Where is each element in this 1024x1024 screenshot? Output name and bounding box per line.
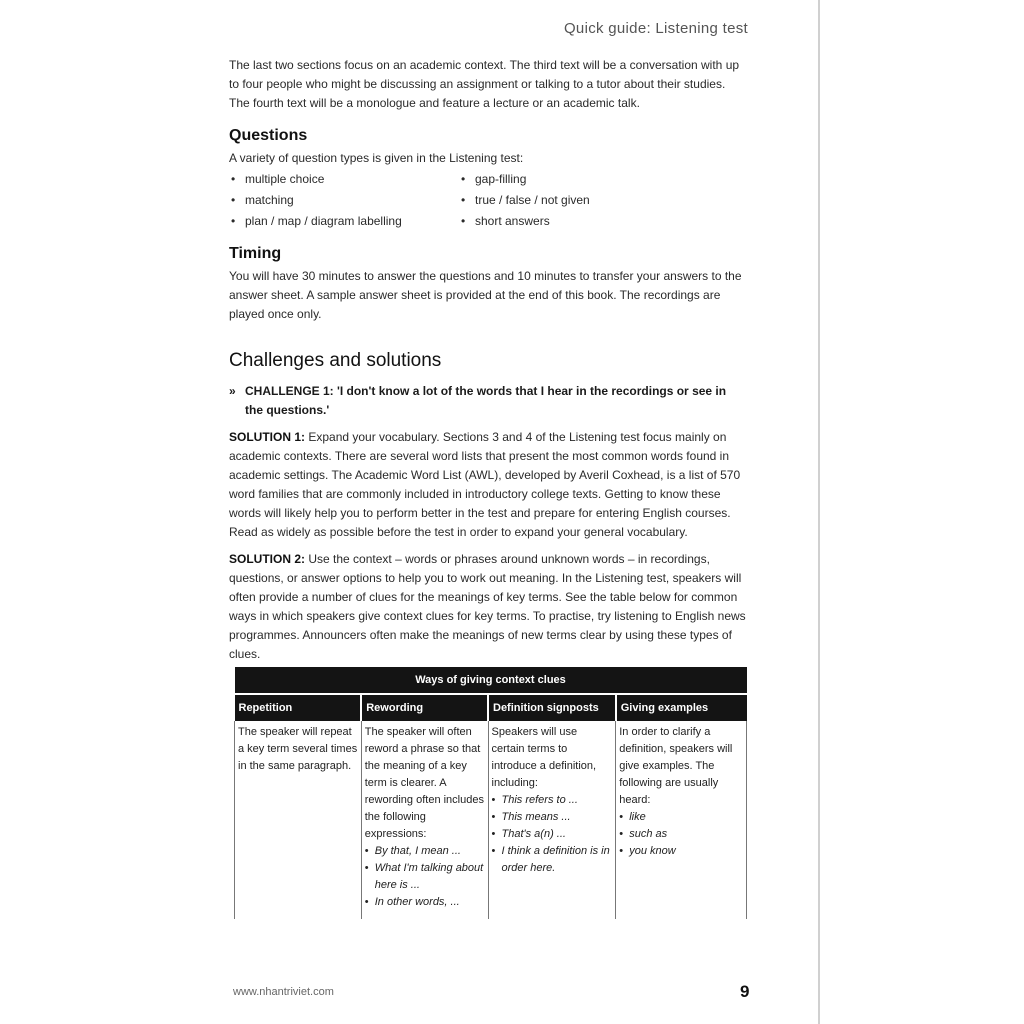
examples-text: In order to clarify a definition, speakers will give examples. The following are usually heard: — [619, 726, 733, 806]
list-item: • gap-filling — [459, 170, 689, 189]
list-item: • In other words, ... — [365, 894, 485, 911]
questions-intro: A variety of question types is given in the Listening test: — [229, 151, 524, 165]
column-header-definition: Definition signposts — [488, 694, 616, 721]
list-item: • plan / map / diagram labelling — [229, 212, 459, 231]
cell-definition — [488, 721, 616, 919]
definition-examples — [492, 792, 613, 877]
challenges-heading: Challenges and solutions — [229, 350, 442, 371]
column-header-repetition: Repetition — [235, 694, 362, 721]
list-item: • matching — [229, 191, 459, 210]
solution-2 — [229, 550, 747, 664]
list-item: • you know — [619, 843, 743, 860]
cell-rewording — [361, 721, 488, 919]
cell-repetition — [235, 721, 362, 919]
main-content — [229, 56, 747, 672]
question-types-list — [229, 170, 747, 231]
challenge-1-text: CHALLENGE 1: 'I don't know a lot of the words that I hear in the recordings or see in the questions.' — [245, 384, 727, 417]
list-item: • such as — [619, 826, 743, 843]
timing-heading: Timing — [229, 245, 282, 262]
repetition-text: The speaker will repeat a key term several times in the same paragraph. — [238, 726, 358, 772]
column-header-examples: Giving examples — [616, 694, 747, 721]
page-number: 9 — [740, 982, 750, 1001]
cell-examples — [616, 721, 747, 919]
rewording-examples — [365, 843, 485, 911]
footer-url: www.nhantriviet.com — [233, 986, 334, 998]
list-item: • This refers to ... — [492, 792, 613, 809]
solution-1-text: Expand your vocabulary. Sections 3 and 4 of the Listening test focus mainly on academic contexts. There are several word lists that present the most common words found in academic settings. The Academic Word List (AWL), developed by Averil Coxhead, is a list of 570 word families that are commonly included in introductory college texts. Getting to know these words will likely help you to perform better in the test and prepare for entering English courses. Read as widely as possible before the test in order to expand your general vocabulary. — [229, 430, 741, 539]
solution-2-text: Use the context – words or phrases around unknown words – in recordings, questions, or answer options to help you to work out meaning. In the Listening test, speakers will often provide a number of clues for the meanings of key terms. See the table below for common ways in which speakers give context clues for key terms. To practise, try listening to English news programmes. Announcers often make the meanings of new terms clear by using these types of clues. — [229, 552, 746, 661]
list-item: • That's a(n) ... — [492, 826, 613, 843]
page-edge-divider — [818, 0, 820, 1024]
list-item: • short answers — [459, 212, 689, 231]
list-item: • like — [619, 809, 743, 826]
solution-1 — [229, 428, 747, 542]
questions-heading: Questions — [229, 127, 308, 144]
list-item: • This means ... — [492, 809, 613, 826]
list-item: • true / false / not given — [459, 191, 689, 210]
list-item: • multiple choice — [229, 170, 459, 189]
column-header-rewording: Rewording — [361, 694, 488, 721]
challenge-1 — [229, 382, 747, 420]
timing-text: You will have 30 minutes to answer the questions and 10 minutes to transfer your answers to the answer sheet. A sample answer sheet is provided at the end of this book. The recordings are played once only. — [229, 269, 742, 321]
challenge-marker: » — [229, 384, 236, 398]
definition-text: Speakers will use certain terms to introduce a definition, including: — [491, 726, 597, 789]
rewording-text: The speaker will often reword a phrase so that the meaning of a key term is clearer. A rewording often includes the following expressions: — [364, 726, 484, 840]
list-item: • I think a definition is in order here. — [492, 843, 613, 877]
list-item: • By that, I mean ... — [365, 843, 485, 860]
context-clues-table — [234, 667, 747, 919]
intro-paragraph: The last two sections focus on an academic context. The third text will be a conversation with up to four people who might be discussing an assignment or talking to a tutor about their studies. The fourth text will be a monologue and feature a lecture or an academic talk. — [229, 58, 740, 110]
list-item: • What I'm talking about here is ... — [365, 860, 485, 894]
solution-1-label: SOLUTION 1: — [229, 430, 306, 444]
running-head: Quick guide: Listening test — [563, 20, 748, 37]
giving-examples-list — [619, 809, 743, 860]
table-title: Ways of giving context clues — [235, 667, 747, 694]
solution-2-label: SOLUTION 2: — [229, 552, 306, 566]
